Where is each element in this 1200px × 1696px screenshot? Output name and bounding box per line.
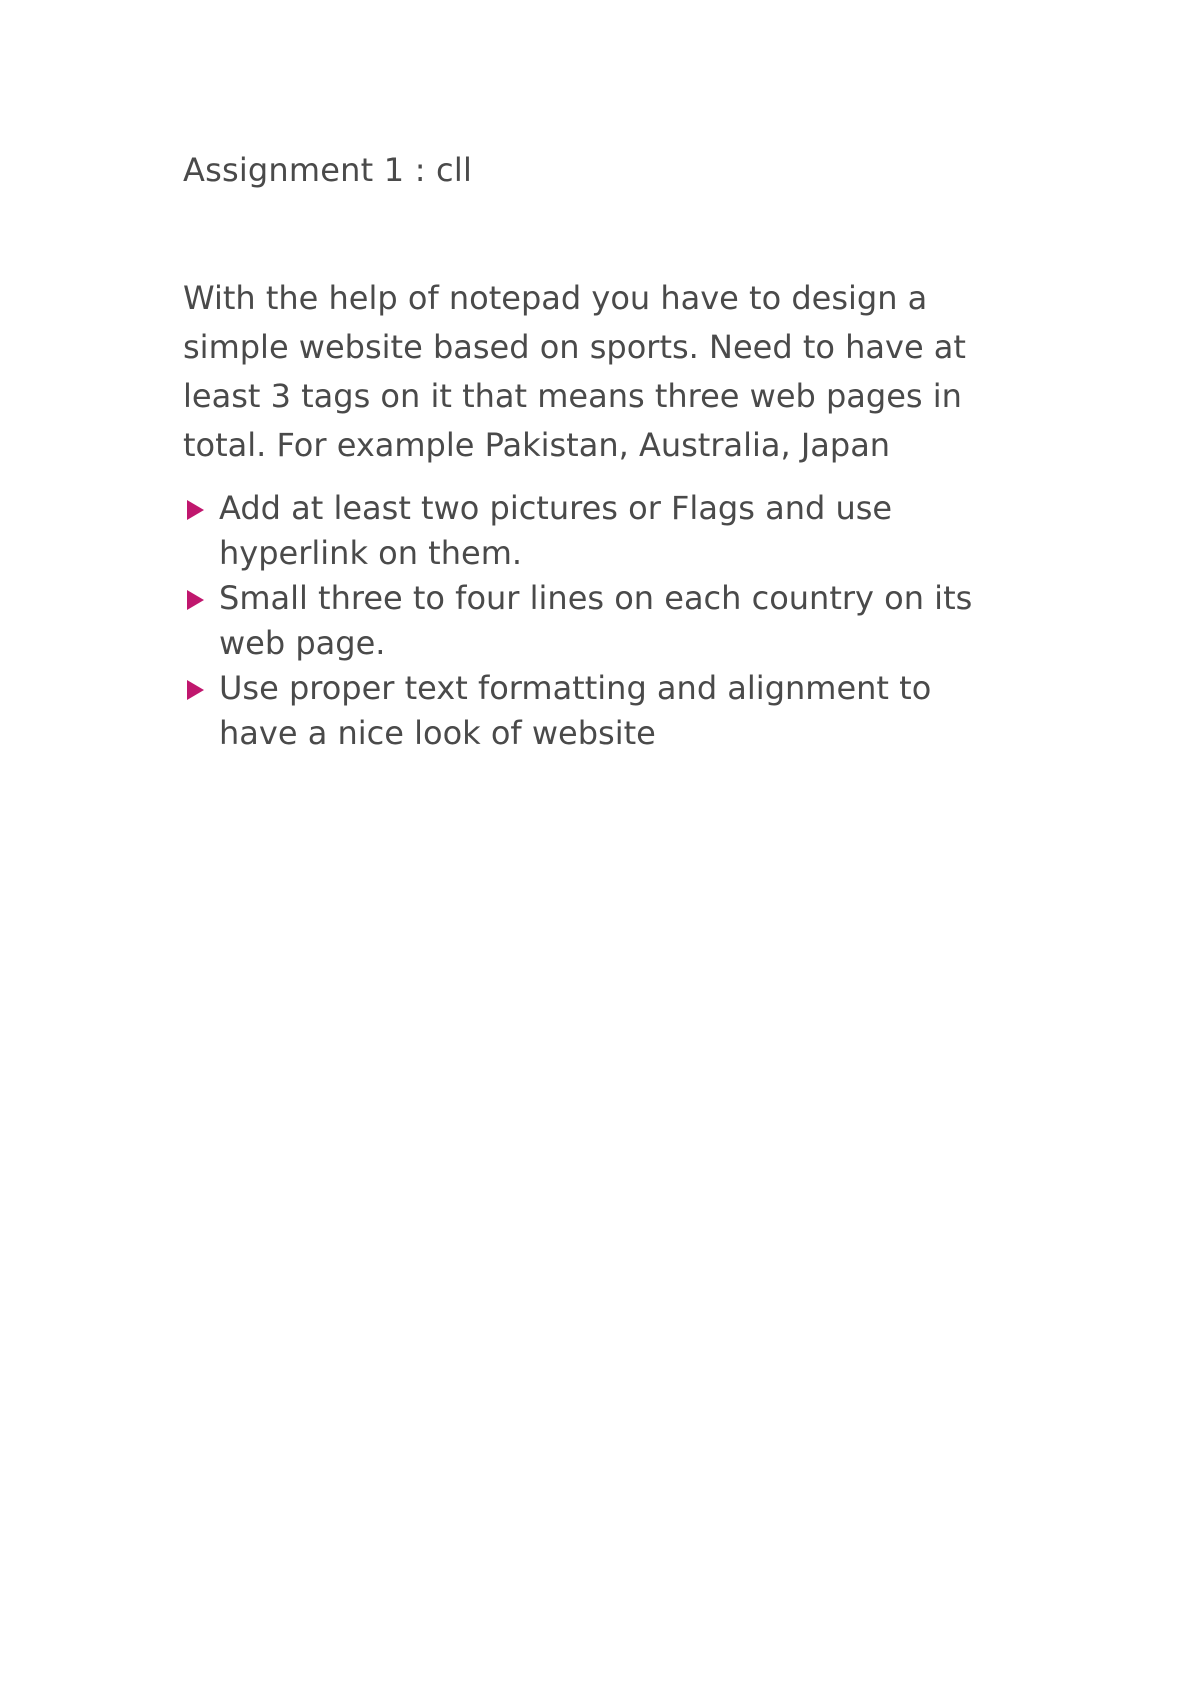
requirement-line: Use proper text formatting and alignment to [219,669,932,707]
requirement-item [183,486,1063,576]
requirement-line: have a nice look of website [219,714,656,752]
requirements-list [183,486,1063,756]
requirement-item [183,666,1063,756]
description-line: total. For example Pakistan, Australia, Japan [183,426,891,464]
assignment-description [183,274,1063,470]
requirement-item [183,576,1063,666]
requirement-line: hyperlink on them. [219,534,523,572]
triangle-bullet-icon [187,500,204,520]
requirement-line: Add at least two pictures or Flags and use [219,489,893,527]
description-line: With the help of notepad you have to design a [183,279,928,317]
requirement-line: Small three to four lines on each country on its [219,579,973,617]
triangle-bullet-icon [187,590,204,610]
triangle-bullet-icon [187,680,204,700]
assignment-title: Assignment 1 : cll [183,151,473,189]
requirement-line: web page. [219,624,386,662]
description-line: least 3 tags on it that means three web pages in [183,377,962,415]
description-line: simple website based on sports. Need to have at [183,328,966,366]
